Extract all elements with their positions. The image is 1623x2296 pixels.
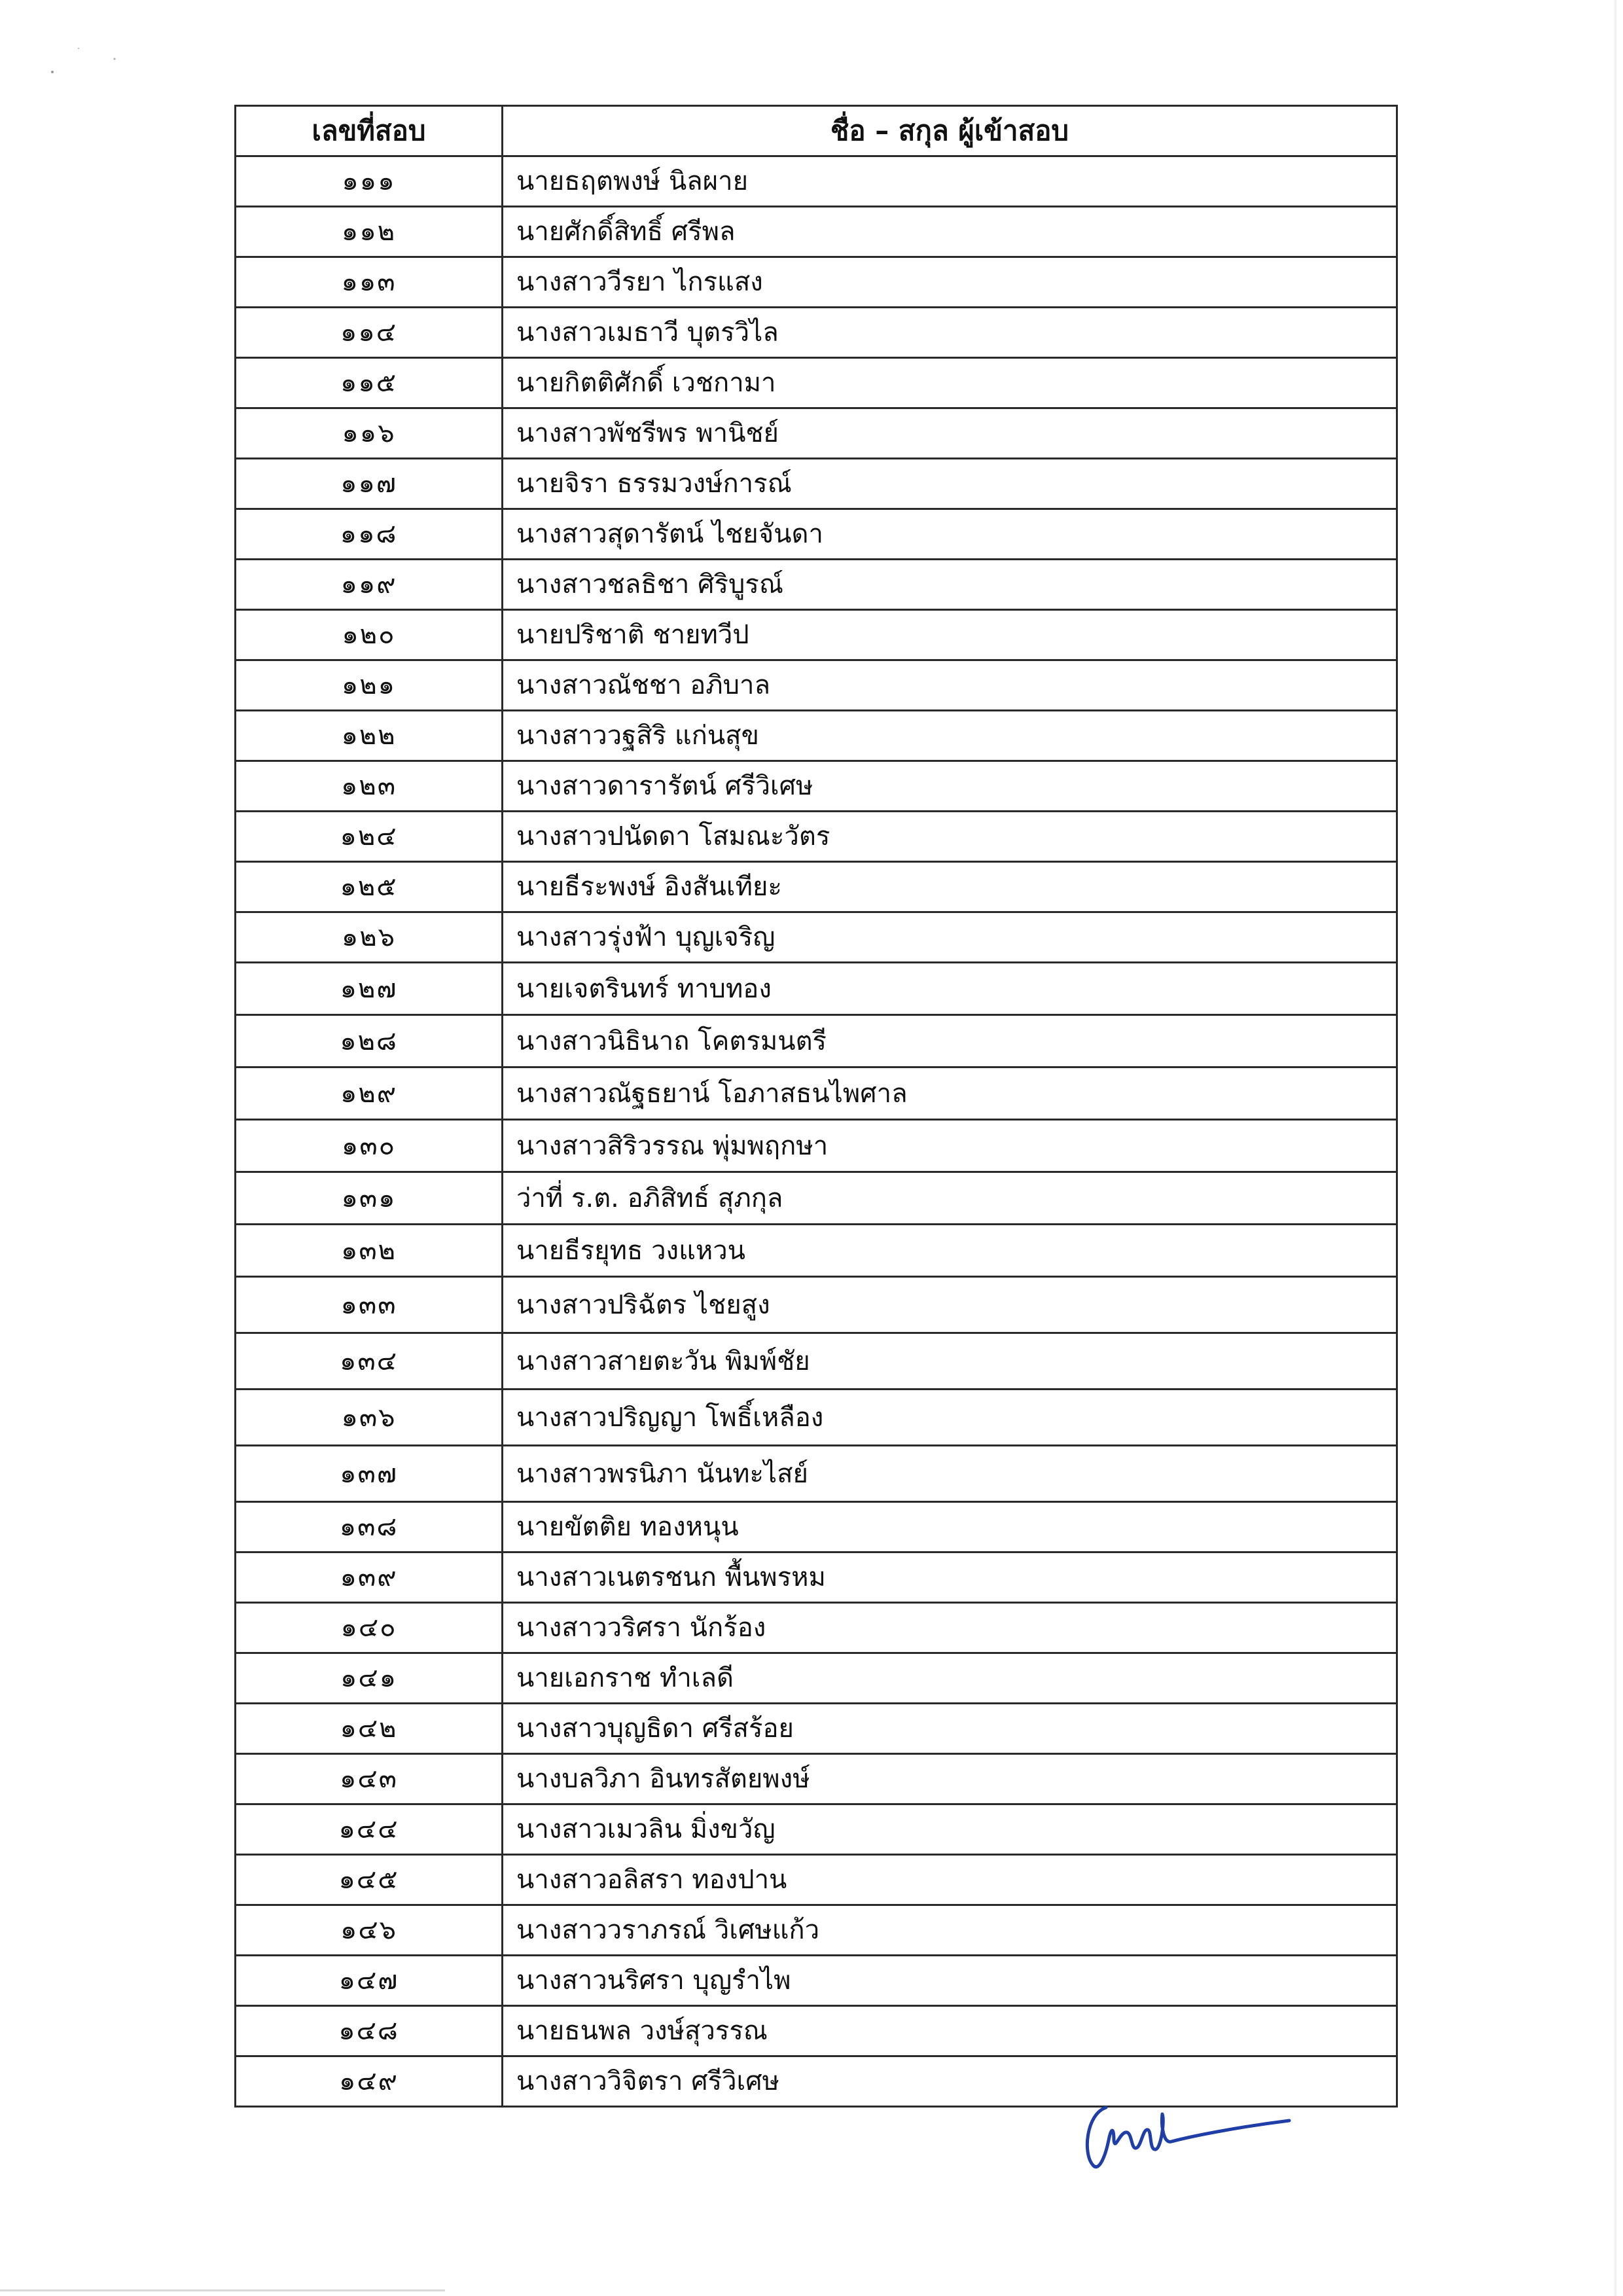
table-row [236,1603,1397,1653]
exam-number-cell: ๑๔๗ [236,1956,503,2006]
exam-number-cell: ๑๔๐ [236,1603,503,1653]
candidate-name-cell: นางสาวณัฐธยาน์ โอภาสธนไพศาล [503,1067,1397,1120]
table-row [236,1067,1397,1120]
candidate-name-cell: นางสาวบุญธิดา ศรีสร้อย [503,1704,1397,1754]
exam-number-cell: ๑๒๐ [236,610,503,660]
table-row [236,308,1397,358]
exam-number-cell: ๑๔๓ [236,1754,503,1804]
candidate-name-cell: นางสาววริศรา นักร้อง [503,1603,1397,1653]
exam-number-cell: ๑๑๙ [236,560,503,610]
table-row [236,257,1397,308]
candidate-name-cell: นายศักดิ์สิทธิ์ ศรีพล [503,207,1397,257]
candidate-name-cell: นายกิตติศักดิ์ เวชกามา [503,358,1397,408]
exam-number-cell: ๑๑๓ [236,257,503,308]
exam-number-cell: ๑๓๔ [236,1333,503,1390]
candidate-name-cell: นายธฤตพงษ์ นิลผาย [503,156,1397,207]
candidate-name-cell: นายธีรยุทธ วงแหวน [503,1225,1397,1277]
header-candidate-name: ชื่อ – สกุล ผู้เข้าสอบ [503,106,1397,156]
candidate-name-cell: นางสาวปริญญา โพธิ์เหลือง [503,1390,1397,1446]
exam-number-cell: ๑๓๑ [236,1172,503,1225]
exam-number-cell: ๑๓๘ [236,1502,503,1552]
table-row [236,862,1397,912]
table-row [236,408,1397,459]
candidate-name-cell: ว่าที่ ร.ต. อภิสิทธ์ สุภกุล [503,1172,1397,1225]
table-row [236,207,1397,257]
candidate-name-cell: นางสาวเมธาวี บุตรวิไล [503,308,1397,358]
exam-number-cell: ๑๒๖ [236,912,503,963]
candidate-name-cell: นายปริชาติ ชายทวีป [503,610,1397,660]
exam-number-cell: ๑๓๓ [236,1277,503,1333]
table-row [236,1120,1397,1172]
candidate-name-cell: นางสาวอลิสรา ทองปาน [503,1855,1397,1905]
table-body [236,156,1397,2107]
candidate-name-cell: นางสาววฐสิริ แก่นสุข [503,711,1397,761]
candidate-name-cell: นางสาววิจิตรา ศรีวิเศษ [503,2056,1397,2107]
scan-edge-line [0,2289,445,2291]
scan-specks [39,39,131,79]
candidate-name-cell: นางสาวปนัดดา โสมณะวัตร [503,812,1397,862]
table-row [236,963,1397,1015]
table-row [236,1704,1397,1754]
exam-number-cell: ๑๑๕ [236,358,503,408]
candidate-name-cell: นางสาวชลธิชา ศิริบูรณ์ [503,560,1397,610]
table-row [236,610,1397,660]
table-row [236,1390,1397,1446]
exam-number-cell: ๑๔๘ [236,2006,503,2056]
candidate-name-cell: นางสาววีรยา ไกรแสง [503,257,1397,308]
table-row [236,560,1397,610]
handwritten-signature-icon [1080,2088,1296,2186]
table-row [236,1015,1397,1067]
table-row [236,1502,1397,1552]
exam-number-cell: ๑๔๕ [236,1855,503,1905]
exam-number-cell: ๑๒๒ [236,711,503,761]
exam-number-cell: ๑๒๗ [236,963,503,1015]
table-row [236,1804,1397,1855]
table-row [236,358,1397,408]
candidate-name-cell: นางสาวดารารัตน์ ศรีวิเศษ [503,761,1397,812]
table-row [236,1855,1397,1905]
candidate-name-cell: นางสาวสุดารัตน์ ไชยจันดา [503,509,1397,560]
table-row [236,1754,1397,1804]
candidate-name-cell: นางสาวพรนิภา นันทะไสย์ [503,1446,1397,1502]
candidate-name-cell: นางสาวพัชรีพร พานิชย์ [503,408,1397,459]
candidate-table [234,105,1398,2108]
candidate-name-cell: นางสาวเมวลิน มิ่งขวัญ [503,1804,1397,1855]
table-row [236,761,1397,812]
exam-number-cell: ๑๑๘ [236,509,503,560]
exam-number-cell: ๑๓๖ [236,1390,503,1446]
exam-number-cell: ๑๒๕ [236,862,503,912]
table-row [236,812,1397,862]
candidate-name-cell: นางสาวนริศรา บุญรำไพ [503,1956,1397,2006]
candidate-name-cell: นายเอกราช ทำเลดี [503,1653,1397,1704]
exam-number-cell: ๑๒๘ [236,1015,503,1067]
candidate-name-cell: นายธนพล วงษ์สุวรรณ [503,2006,1397,2056]
table-row [236,2006,1397,2056]
candidate-name-cell: นางสาวสิริวรรณ พุ่มพฤกษา [503,1120,1397,1172]
candidate-name-cell: นายขัตติย ทองหนุน [503,1502,1397,1552]
exam-number-cell: ๑๓๐ [236,1120,503,1172]
exam-number-cell: ๑๔๙ [236,2056,503,2107]
table-row [236,459,1397,509]
exam-number-cell: ๑๑๗ [236,459,503,509]
table-row [236,912,1397,963]
candidate-name-cell: นางสาวปริฉัตร ไชยสูง [503,1277,1397,1333]
exam-number-cell: ๑๓๗ [236,1446,503,1502]
candidate-name-cell: นางสาวนิธินาถ โคตรมนตรี [503,1015,1397,1067]
exam-number-cell: ๑๒๔ [236,812,503,862]
candidate-name-cell: นางบลวิภา อินทรสัตยพงษ์ [503,1754,1397,1804]
table-row [236,1905,1397,1956]
candidate-name-cell: นางสาวสายตะวัน พิมพ์ชัย [503,1333,1397,1390]
table-row [236,1333,1397,1390]
exam-number-cell: ๑๑๑ [236,156,503,207]
table-row [236,660,1397,711]
exam-number-cell: ๑๒๓ [236,761,503,812]
table-row [236,1172,1397,1225]
candidate-name-cell: นางสาววราภรณ์ วิเศษแก้ว [503,1905,1397,1956]
exam-number-cell: ๑๔๔ [236,1804,503,1855]
table-row [236,1446,1397,1502]
table-row [236,156,1397,207]
exam-number-cell: ๑๑๔ [236,308,503,358]
scan-right-edge [1614,0,1616,2296]
exam-number-cell: ๑๓๒ [236,1225,503,1277]
exam-number-cell: ๑๔๒ [236,1704,503,1754]
candidate-name-cell: นายจิรา ธรรมวงษ์การณ์ [503,459,1397,509]
table-row [236,509,1397,560]
table-header-row [236,106,1397,156]
exam-number-cell: ๑๒๙ [236,1067,503,1120]
table-row [236,1956,1397,2006]
exam-number-cell: ๑๑๒ [236,207,503,257]
exam-number-cell: ๑๔๑ [236,1653,503,1704]
header-exam-number: เลขที่สอบ [236,106,503,156]
candidate-name-cell: นายธีระพงษ์ อิงสันเทียะ [503,862,1397,912]
candidate-name-cell: นายเจตรินทร์ ทาบทอง [503,963,1397,1015]
table-row [236,1653,1397,1704]
candidate-name-cell: นางสาวเนตรชนก พื้นพรหม [503,1552,1397,1603]
table-row [236,1225,1397,1277]
exam-number-cell: ๑๔๖ [236,1905,503,1956]
exam-number-cell: ๑๒๑ [236,660,503,711]
candidate-name-cell: นางสาวณัชชา อภิบาล [503,660,1397,711]
candidate-name-cell: นางสาวรุ่งฟ้า บุญเจริญ [503,912,1397,963]
table-row [236,1552,1397,1603]
exam-number-cell: ๑๓๙ [236,1552,503,1603]
exam-number-cell: ๑๑๖ [236,408,503,459]
table-row [236,1277,1397,1333]
table-row [236,711,1397,761]
